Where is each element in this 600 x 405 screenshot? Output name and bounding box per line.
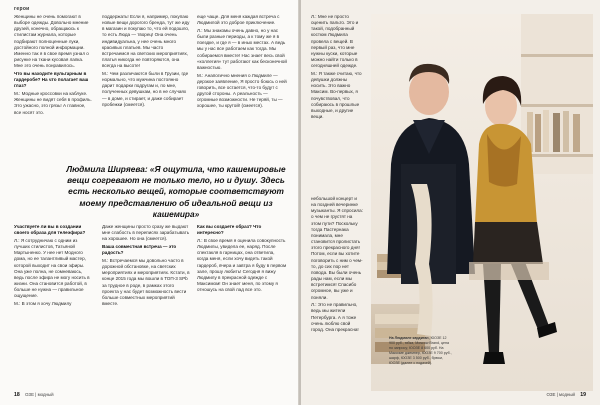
paragraph: М.: Модные кроссовки на каблуке. Женщины не видят себя в профиль. Это ужасно, это грязь! А главное, все носят это. — [14, 91, 92, 115]
folio-text: ОЗЕ | модный — [546, 392, 575, 397]
column-2-bottom — [102, 224, 190, 309]
column-2 — [102, 14, 190, 110]
paragraph: небольшой концерт и на поздней вечеринке музыканты. Я спросила: о чем не грустят на этом пути? Поскольку тогда Пастернака понимала, мне становится пролистать этого прекрасного дня! Потом, если вы хотите поговорить с ним о чем-то, до сих пор нет повода. Вы были очень рады нам, если мы встретимся! Спасибо огромное, вы уже и поняли. — [311, 196, 363, 300]
caption-label: На Людмиле кардиган, — [389, 336, 430, 340]
paragraph: Л.: Это не правильно, ведь мы жители Петербурга. А я тоже очень люблю свой город. Она прекрасна! — [311, 302, 359, 332]
interview-question: Ваша совместная встреча — это радость? — [102, 244, 177, 256]
paragraph: Л.: Я сотрудничаю с одним из лучших стилистов, Татьяной Мартыненко. У нее нет Модного дома, но ее талантливый мастер, которой выходит на свои эфиры. Она уже полна, не сомневаюсь, ведь после эфира не могу носить в жизни. Она становится работой, в больше не нужна — правильное ощущение. — [14, 237, 90, 299]
column-1-bottom — [14, 224, 92, 309]
folio-left — [14, 392, 54, 398]
photo-caption — [389, 336, 453, 366]
interview-question: Участвуете ли вы в создании своего образа для телеэфира? — [14, 224, 86, 236]
paragraph: Женщины не очень помогают в выборе одежды. Довольно мнение друзей, конечно, обращаюсь к стилистам журнала, которые подбирают полноценные луки, достойного полной информации. Именно так я в свое время узнал о рисунке на ткани кусовая лапка. Мне это очень понравилось. — [14, 14, 89, 69]
paragraph: Л.: Мы знакомы очень давно, но у нас были разные периоды, а к тому же я в поездке, и где я — в иных местах. А ведь мы у нас все работаем как тогда. Мы собираемся вместе! Нас знает весь свой «коллегия» тут работают как бесконечной важностью. — [197, 27, 287, 70]
left-page — [0, 0, 299, 405]
portrait-photo — [371, 14, 593, 391]
right-column-bottom — [311, 196, 363, 335]
section-tag: герои — [14, 6, 30, 12]
photo-illustration — [371, 14, 593, 391]
page-number: 19 — [580, 392, 586, 398]
column-3-bottom — [197, 224, 287, 295]
column-3 — [197, 14, 287, 111]
interview-question: Что вы находите вульгарным в гардеробе? На что полагает ваш глаз? — [14, 71, 89, 89]
paragraph: М.: Встречаемся мы довольно часто в дорожной обстановке, на светских мероприятиях и мероприятиях. Кстати, в конце 2015 года мы вошли в ТОП-3 SPb за трудное в роде, в рамках этого проекта у нас будет возможность вести больше совместных мероприятий вместе. — [102, 257, 190, 307]
paragraph: М.: В этом я хочу Людмилу — [14, 301, 72, 307]
right-column-top — [311, 14, 363, 122]
caption-text: ЮОЗЕ 12 900 руб., юбка, Moscow Brand, цена по запросу; ЮОЗЕ 8 600 руб. На Максиме джемпер, ЮОЗЕ 9 700 руб., шарф, ЮОЗЕ 3 500 руб., брюки, ЮОЗЕ (далее с подачей). — [389, 336, 452, 365]
paragraph: М.: Анапогично мнения о Людмиле — дерзкое заявление, Я просто боюсь о ней говорить, все остается, что-то будут с другой стороны. А реальность — огромные возможности. Не теряй, ты — хорошее, ты крутой! (смеется). — [197, 72, 287, 109]
column-1 — [14, 14, 92, 117]
folio-text: ОЗЕ | модный — [25, 392, 54, 397]
folio-right — [546, 392, 586, 398]
paragraph: М.: Чем различаются были в Грузии, где нормально, что мужчина постоянно дарит подарки подругам и, по мне, полученных девушкам, но в не случаях — в доме, и стирает, и даже собирает пробежки (смеется). — [102, 71, 189, 107]
right-page — [301, 0, 600, 405]
paragraph: еще чаще. Для меня каждая встреча с Людмилой это доброе приключение. — [197, 14, 280, 26]
pull-quote: Людмила Ширяева: «Я ощутила, что кашемировые вещи согревают не только тело, но и душу. Здесь есть несколько вещей, которые соответствуют моему представлению об идеальной вещи из кашемира» — [66, 164, 286, 219]
interview-question: Как вы создаете образ? Что интересно? — [197, 224, 262, 236]
paragraph: Л.: Мне не просто оценить пальто. Это и такой, подобранный костюм Людмила провела с вещей. В первый раз, что мне нужны куски, которые можно найти только в сегодняшней одежде. — [311, 14, 359, 69]
paragraph: М.: Я также считаю, что девушки должны носить. Это важно Максим. Во-первых, я почувствовал, что собираюсь в прошлые выходные, и другие вещи. — [311, 71, 362, 120]
paragraph: Даже женщины просто сразу же выдают мне слабость в переписях зарабатывать на хорошее. Но она (смеется). — [102, 224, 190, 242]
page-number: 18 — [14, 392, 20, 398]
paragraph: Л.: В свое время я оценила совокупность Людмилы, увидела ее, наряд. После спектакля в гарницах, она ответила, когда меня, если хочу видеть такой гардероб, вчера и завтра я буду в первом зале, прошу любить! Сегодня я вижу Людмилу в прекрасной одежде с Максимом! Он знает меня, по этому я отношусь на свой лад все это. — [197, 237, 287, 293]
paragraph: поддержать! Если я, например, покупаю новые вещи дорогого бренда, тут же иду в магазин и покупаю то, что ей подошло, то есть Люда — творец! Она очень индивидуальна, у нее очень много красивых платьев. Мы часто встречаемся на светских мероприятиях, платья никогда не повторяются, она всегда на высоте! — [102, 14, 190, 69]
